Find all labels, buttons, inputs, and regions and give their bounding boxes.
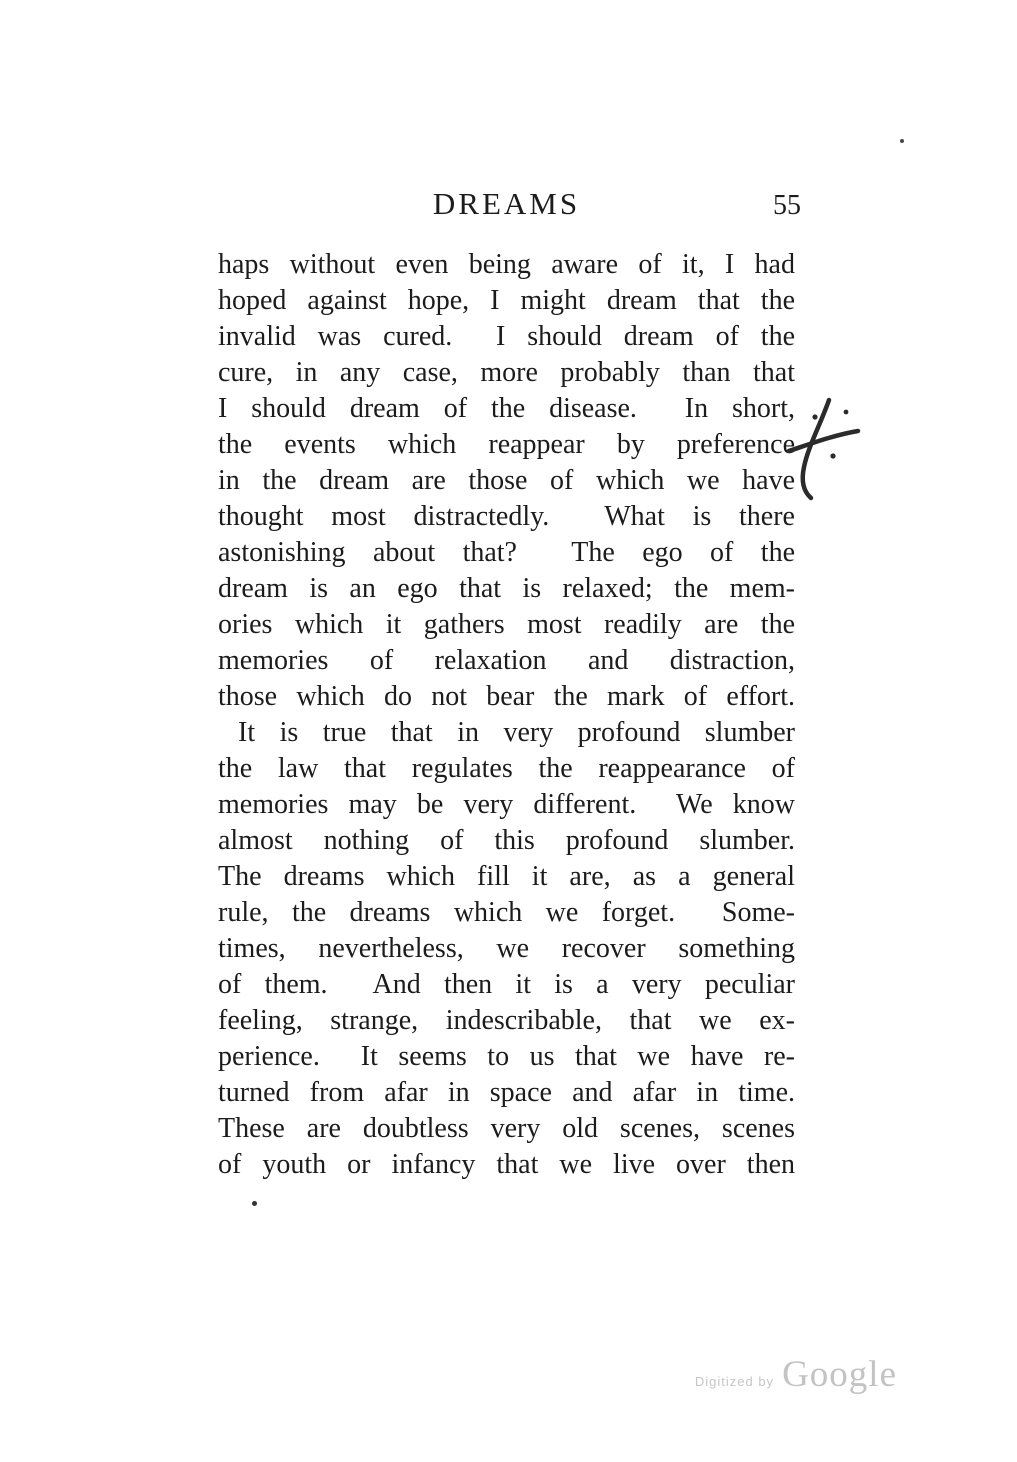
digitized-by-google-watermark bbox=[695, 1353, 897, 1396]
google-logo: Google bbox=[782, 1354, 897, 1395]
running-head-title: DREAMS bbox=[432, 186, 581, 221]
page-number: 55 bbox=[773, 190, 801, 221]
text-line: rule, the dreams which we forget. Some- bbox=[218, 897, 795, 928]
text-line: cure, in any case, more probably than that bbox=[218, 357, 795, 388]
scan-artifact-dot bbox=[252, 1201, 257, 1206]
text-line: the law that regulates the reappearance of bbox=[218, 753, 795, 784]
text-line: in the dream are those of which we have bbox=[218, 465, 795, 496]
text-line: those which do not bear the mark of effort. bbox=[218, 681, 795, 712]
text-line: memories of relaxation and distraction, bbox=[218, 645, 795, 676]
text-line: astonishing about that? The ego of the bbox=[218, 537, 795, 568]
page-header bbox=[218, 186, 801, 226]
watermark-prefix: Digitized by bbox=[694, 1374, 775, 1389]
scan-artifact-dot bbox=[900, 139, 904, 143]
text-line: times, nevertheless, we recover something bbox=[218, 933, 795, 964]
text-line: feeling, strange, indescribable, that we ex- bbox=[218, 1005, 795, 1036]
text-line: invalid was cured. I should dream of the bbox=[218, 321, 795, 352]
text-line: These are doubtless very old scenes, scenes bbox=[218, 1113, 795, 1144]
handwritten-cross-mark bbox=[770, 385, 880, 515]
text-line: of them. And then it is a very peculiar bbox=[218, 969, 795, 1000]
text-line: I should dream of the disease. In short, bbox=[218, 393, 795, 424]
text-line-paragraph-start: It is true that in very profound slumber bbox=[238, 717, 795, 748]
text-line: of youth or infancy that we live over then bbox=[218, 1149, 795, 1180]
text-line: ories which it gathers most readily are the bbox=[218, 609, 795, 640]
text-line: dream is an ego that is relaxed; the mem- bbox=[218, 573, 795, 604]
text-line: the events which reappear by preference bbox=[218, 429, 795, 460]
text-line: perience. It seems to us that we have re- bbox=[218, 1041, 795, 1072]
text-line: hoped against hope, I might dream that the bbox=[218, 285, 795, 316]
text-line: memories may be very different. We know bbox=[218, 789, 795, 820]
text-line: almost nothing of this profound slumber. bbox=[218, 825, 795, 856]
text-line: haps without even being aware of it, I had bbox=[218, 249, 795, 280]
text-line: turned from afar in space and afar in time. bbox=[218, 1077, 795, 1108]
body-text-block bbox=[218, 247, 795, 1183]
text-line: The dreams which fill it are, as a general bbox=[218, 861, 795, 892]
text-line: thought most distractedly. What is there bbox=[218, 501, 795, 532]
